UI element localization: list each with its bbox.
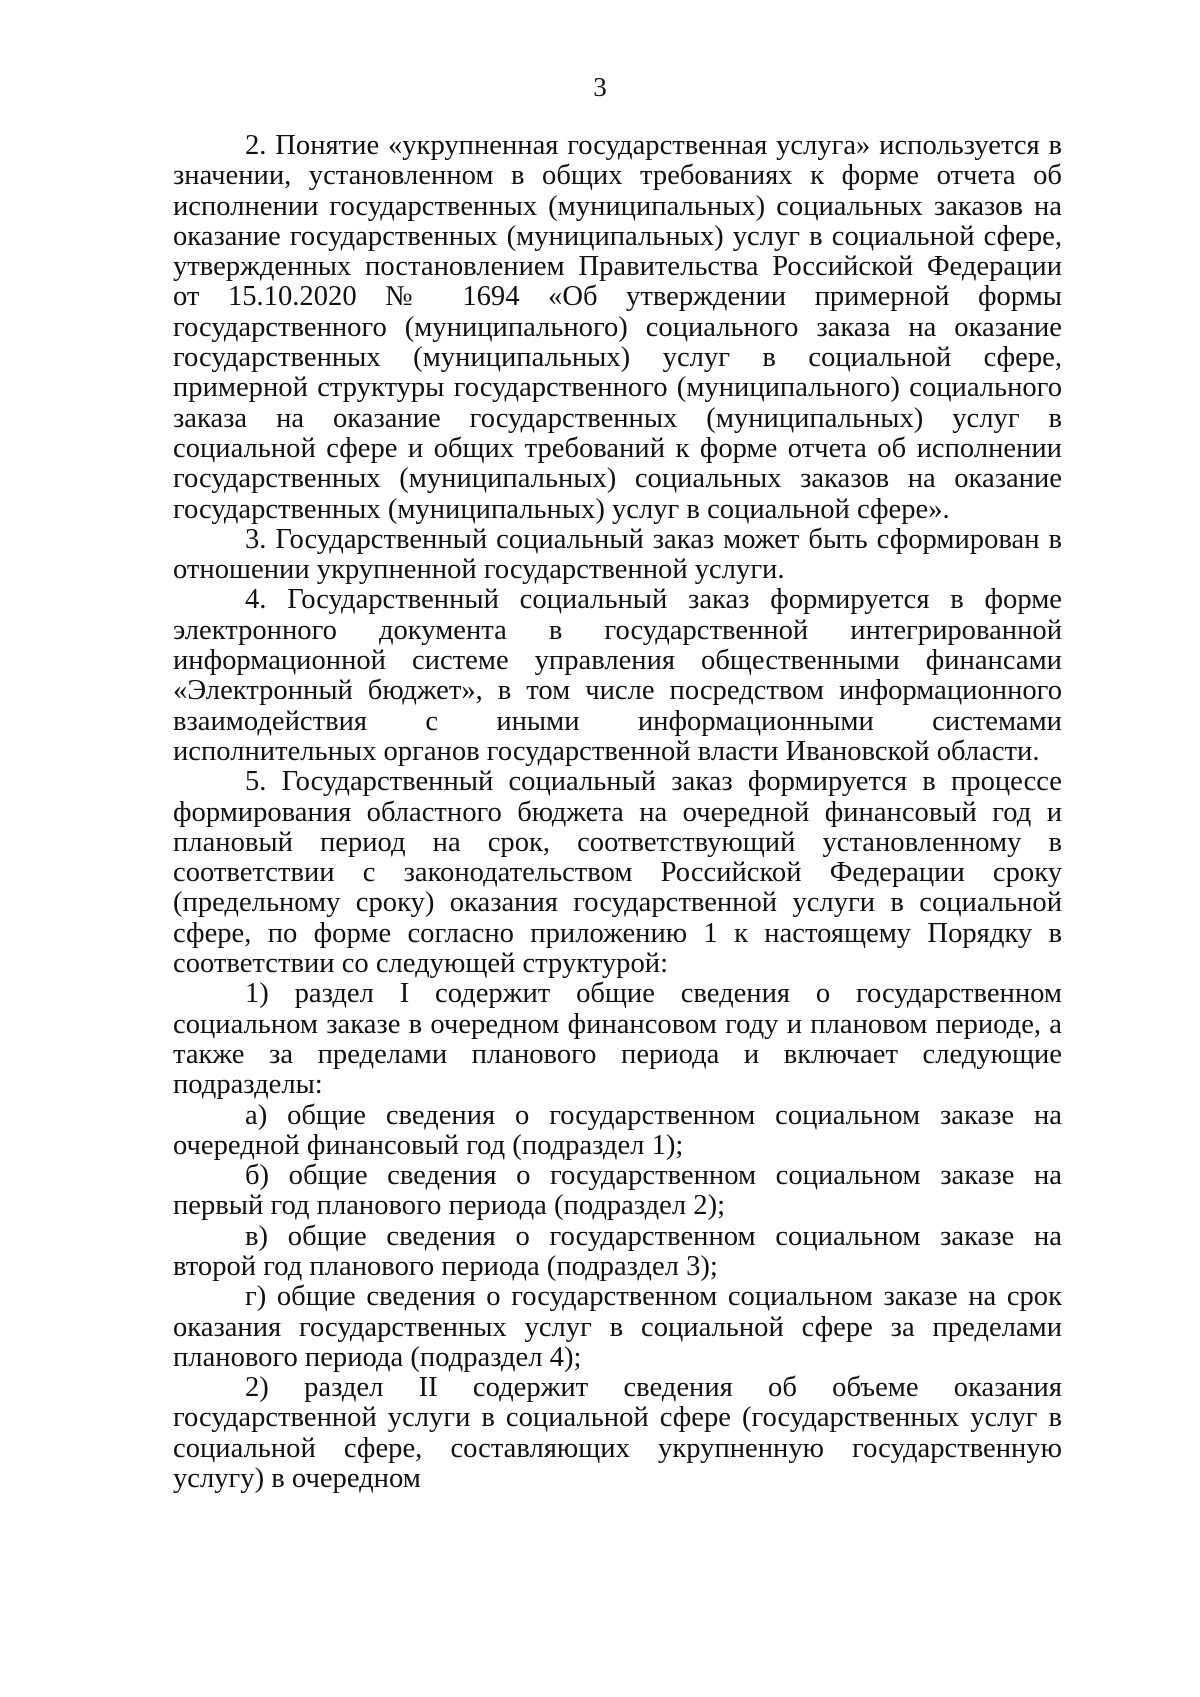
- document-body: [173, 131, 1062, 1494]
- list-item-a: а) общие сведения о государственном социальном заказе на очередной финансовый год (подраздел 1);: [173, 1099, 1062, 1161]
- list-item-g: г) общие сведения о государственном социальном заказе на срок оказания государственных услуг в социальной сфере за пределами планового периода (подраздел 4);: [173, 1281, 1062, 1373]
- list-item-2: 2) раздел II содержит сведения об объеме оказания государственной услуги в социальной сфере (государственных услуг в социальной сфере, составляющих укрупненную государственную услугу) в очередном: [173, 1372, 1062, 1495]
- list-item-1: 1) раздел I содержит общие сведения о государственном социальном заказе в очередном финансовом году и плановом периоде, а также за пределами планового периода и включает следующие подразделы:: [173, 978, 1062, 1101]
- paragraph-3: 3. Государственный социальный заказ может быть сформирован в отношении укрупненной государственной услуги.: [173, 523, 1062, 586]
- list-item-v: в) общие сведения о государственном социальном заказе на второй год планового периода (подраздел 3);: [173, 1220, 1062, 1282]
- paragraph-4: 4. Государственный социальный заказ формируется в форме электронного документа в государственной интегрированной информационной системе управления общественными финансами «Электронный бюджет», в том числе посредством информационного взаимодействия с иными информационными системами исполнительных органов государственной власти Ивановской области.: [173, 584, 1062, 767]
- paragraph-2: 2. Понятие «укрупненная государственная услуга» используется в значении, установленном в общих требованиях к форме отчета об исполнении государственных (муниципальных) социальных заказов на оказание государственных (муниципальных) услуг в социальной сфере, утвержденных постановлением Правительства Российской Федерации от 15.10.2020 № 1694 «Об утверждении примерной формы государственного (муниципального) социального заказа на оказание государственных (муниципальных) услуг в социальной сфере, примерной структуры государственного (муниципального) социального заказа на оказание государственных (муниципальных) услуг в социальной сфере и общих требований к форме отчета об исполнении государственных (муниципальных) социальных заказов на оказание государственных (муниципальных) услуг в социальной сфере».: [173, 130, 1062, 525]
- list-item-b: б) общие сведения о государственном социальном заказе на первый год планового периода (подраздел 2);: [173, 1160, 1062, 1222]
- page-number: 3: [593, 72, 607, 102]
- paragraph-5: 5. Государственный социальный заказ формируется в процессе формирования областного бюджета на очередной финансовый год и плановый период на срок, соответствующий установленному в соответствии с законодательством Российской Федерации сроку (предельному сроку) оказания государственной услуги в социальной сфере, по форме согласно приложению 1 к настоящему Порядку в соответствии со следующей структурой:: [173, 766, 1062, 980]
